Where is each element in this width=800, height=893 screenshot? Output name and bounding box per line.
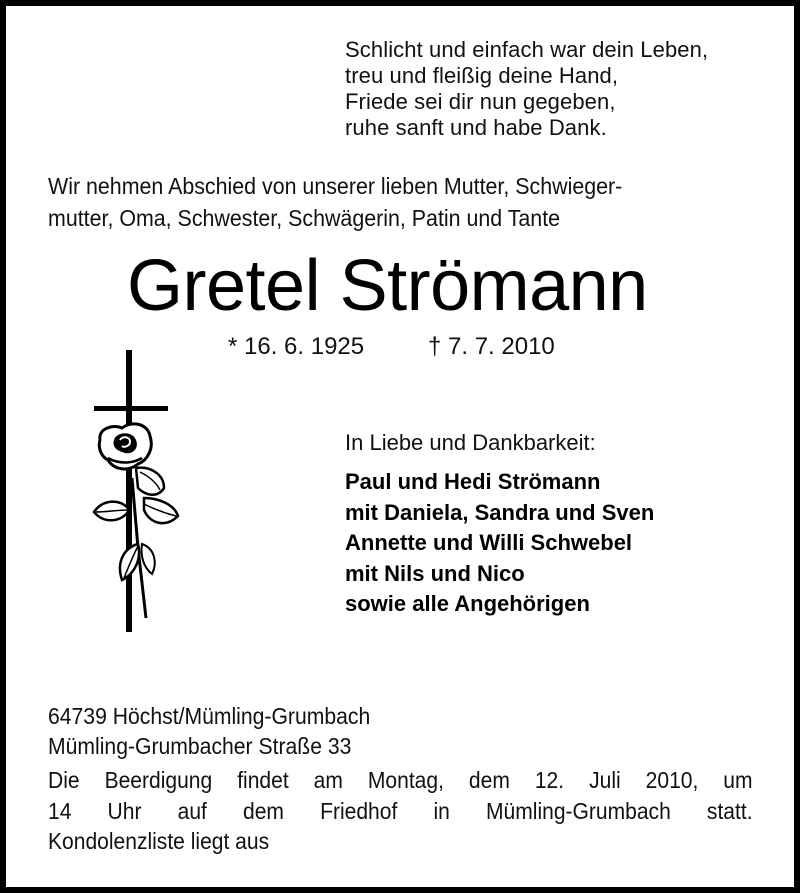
intro-line: Wir nehmen Abschied von unserer lieben Mutter, Schwieger- xyxy=(48,173,623,199)
mourner-address xyxy=(48,701,370,761)
poem-line: treu und fleißig deine Hand, xyxy=(345,63,619,88)
poem-line: ruhe sanft und habe Dank. xyxy=(345,115,607,140)
farewell-intro xyxy=(48,170,622,234)
death-date: † 7. 7. 2010 xyxy=(428,333,555,360)
funeral-line: Die Beerdigung findet am Montag, dem 12. Juli 2010, um xyxy=(48,767,753,793)
mourner-line: Paul und Hedi Strömann xyxy=(345,469,601,494)
address-line: Mümling-Grumbacher Straße 33 xyxy=(48,733,352,759)
funeral-line: 14 Uhr auf dem Friedhof in Mümling-Grumbach statt. xyxy=(48,797,753,824)
poem-line: Schlicht und einfach war dein Leben, xyxy=(345,37,709,62)
cross-with-rose-icon xyxy=(88,348,188,636)
memorial-poem xyxy=(345,37,708,141)
mourner-line: Annette und Willi Schwebel xyxy=(345,530,633,555)
funeral-line: Kondolenzliste liegt aus xyxy=(48,828,270,854)
birth-date: * 16. 6. 1925 xyxy=(228,333,365,360)
mourner-line: mit Daniela, Sandra und Sven xyxy=(345,499,655,525)
thanks-heading: In Liebe und Dankbarkeit: xyxy=(345,430,596,455)
mourner-line: mit Nils und Nico xyxy=(345,560,525,586)
mourner-line: sowie alle Angehörigen xyxy=(345,591,590,616)
poem-line: Friede sei dir nun gegeben, xyxy=(345,89,616,114)
mourners-list xyxy=(345,467,654,620)
address-line: 64739 Höchst/Mümling-Grumbach xyxy=(48,703,371,729)
funeral-info xyxy=(48,765,753,857)
deceased-name: Gretel Strömann xyxy=(127,246,648,326)
intro-line: mutter, Oma, Schwester, Schwägerin, Patin und Tante xyxy=(48,205,561,231)
